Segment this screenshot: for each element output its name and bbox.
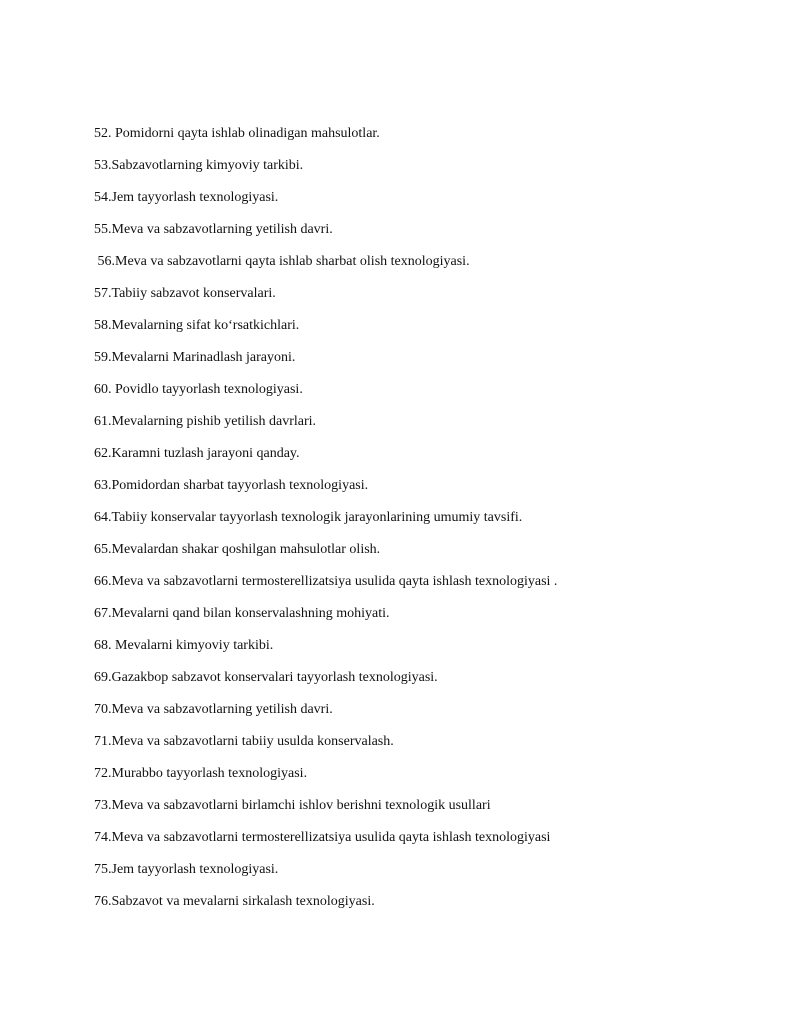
question-item-57: 57.Tabiiy sabzavot konservalari. — [94, 286, 276, 301]
question-item-52: 52. Pomidorni qayta ishlab olinadigan mahsulotlar. — [94, 126, 380, 141]
question-item-71: 71.Meva va sabzavotlarni tabiiy usulda konservalash. — [94, 734, 394, 749]
question-item-60: 60. Povidlo tayyorlash texnologiyasi. — [94, 382, 303, 397]
question-item-69: 69.Gazakbop sabzavot konservalari tayyorlash texnologiyasi. — [94, 670, 438, 685]
question-item-75: 75.Jem tayyorlash texnologiyasi. — [94, 862, 279, 877]
question-item-66: 66.Meva va sabzavotlarni termosterellizatsiya usulida qayta ishlash texnologiyasi . — [94, 574, 558, 589]
question-item-68: 68. Mevalarni kimyoviy tarkibi. — [94, 638, 274, 653]
question-item-56: 56.Meva va sabzavotlarni qayta ishlab sharbat olish texnologiyasi. — [94, 254, 470, 269]
question-item-76: 76.Sabzavot va mevalarni sirkalash texnologiyasi. — [94, 894, 375, 909]
question-item-64: 64.Tabiiy konservalar tayyorlash texnologik jarayonlarining umumiy tavsifi. — [94, 510, 523, 525]
question-item-65: 65.Mevalardan shakar qoshilgan mahsulotlar olish. — [94, 542, 381, 557]
question-item-53: 53.Sabzavotlarning kimyoviy tarkibi. — [94, 158, 304, 173]
question-item-72: 72.Murabbo tayyorlash texnologiyasi. — [94, 766, 308, 781]
question-item-70: 70.Meva va sabzavotlarning yetilish davri. — [94, 702, 333, 717]
question-item-74: 74.Meva va sabzavotlarni termosterellizatsiya usulida qayta ishlash texnologiyasi — [94, 830, 551, 845]
question-item-73: 73.Meva va sabzavotlarni birlamchi ishlov berishni texnologik usullari — [94, 798, 491, 813]
question-item-63: 63.Pomidordan sharbat tayyorlash texnologiyasi. — [94, 478, 369, 493]
question-item-59: 59.Mevalarni Marinadlash jarayoni. — [94, 350, 296, 365]
question-item-67: 67.Mevalarni qand bilan konservalashning mohiyati. — [94, 606, 390, 621]
question-item-62: 62.Karamni tuzlash jarayoni qanday. — [94, 446, 300, 461]
question-list — [94, 124, 557, 924]
question-item-61: 61.Mevalarning pishib yetilish davrlari. — [94, 414, 317, 429]
question-item-54: 54.Jem tayyorlash texnologiyasi. — [94, 190, 279, 205]
question-item-58: 58.Mevalarning sifat ko‘rsatkichlari. — [94, 318, 300, 333]
question-item-55: 55.Meva va sabzavotlarning yetilish davri. — [94, 222, 333, 237]
